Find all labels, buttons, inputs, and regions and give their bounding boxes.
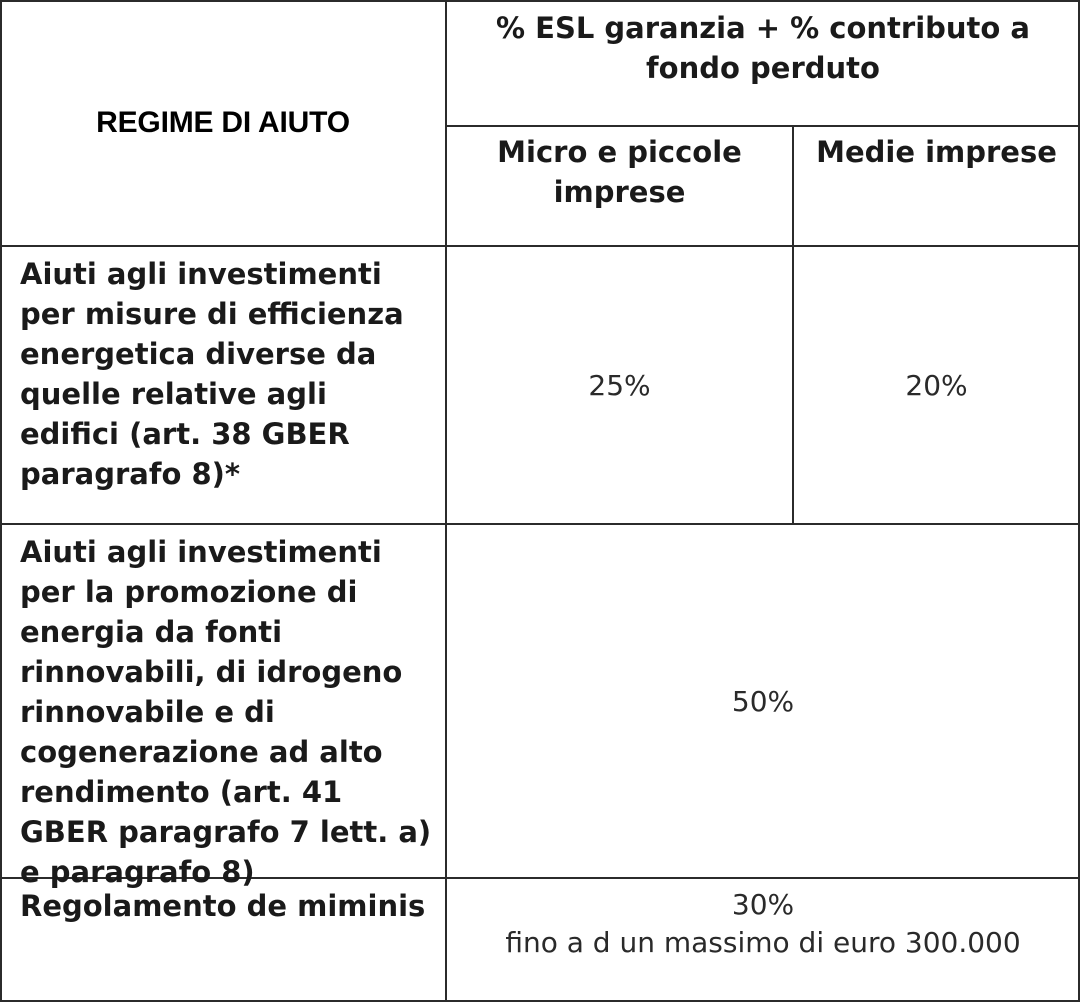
row-1-micro-piccole-value: 25% [588,368,651,402]
row-1-medie-value: 20% [905,368,968,402]
row-1-micro-piccole-cell [446,246,793,524]
row-1-label: Aiuti agli investimenti per misure di efficienza energetica diverse da quelle relative agli edifici (art. 38 GBER paragrafo 8)* [20,257,404,491]
header-micro-piccole-cell [446,126,793,246]
row-1-medie-cell [793,246,1080,524]
row-1-label-cell [0,246,446,524]
header-regime-label: REGIME DI AIUTO [96,106,350,139]
header-regime-cell [0,0,446,246]
header-micro-piccole-label: Micro e piccole imprese [497,135,742,209]
row-3-value-cell [446,878,1080,1002]
row-2-value: 50% [731,684,795,718]
row-3-label-cell [0,878,446,1002]
header-medie-cell [793,126,1080,246]
header-percent-label: % ESL garanzia + % contributo a fondo perduto [495,11,1031,85]
row-3-note: fino a d un massimo di euro 300.000 [505,926,1021,959]
header-percent-cell [446,0,1080,126]
row-3-value: 30% [731,888,795,921]
row-2-label: Aiuti agli investimenti per la promozione di energia da fonti rinnovabili, di idrogeno rinnovabile e di cogenerazione ad alto rendimento (art. 41 GBER paragrafo 7 lett. a) e paragrafo 8) [20,535,432,889]
row-2-value-cell [446,524,1080,878]
row-2-label-cell [0,524,446,889]
row-3-label: Regolamento de miminis [20,889,426,923]
header-medie-label: Medie imprese [816,135,1057,169]
